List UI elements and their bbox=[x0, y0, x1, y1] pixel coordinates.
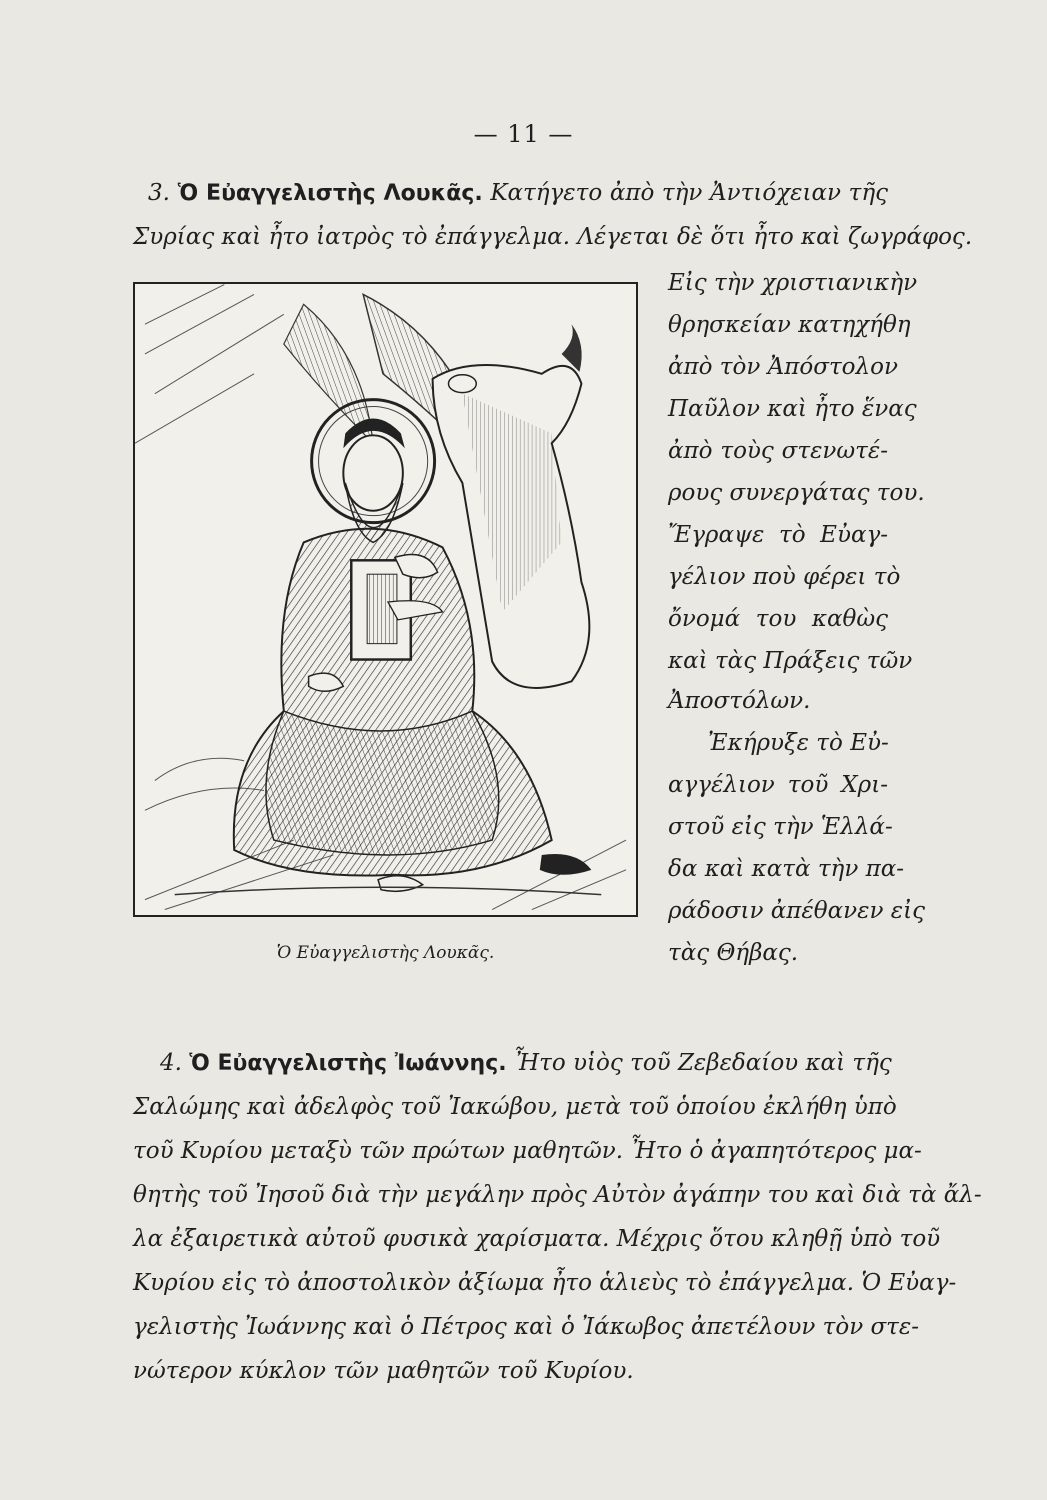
section4-line: Κυρίου εἰς τὸ ἀποστολικὸν ἀξίωμα ἦτο ἁλιεὺς τὸ ἐπάγγελμα. Ὁ Εὐαγ- bbox=[133, 1270, 957, 1296]
section3-lead-text: Κατήγετο ἀπὸ τὴν Ἀντιόχειαν τῆς bbox=[490, 180, 889, 206]
side-column-line: καὶ τὰς Πράξεις τῶν bbox=[668, 648, 913, 674]
side-column-line: Ἔγραψε τὸ Εὐαγ- bbox=[668, 522, 888, 548]
section4-heading: Ὁ Εὐαγγελιστὴς Ἰωάννης. bbox=[189, 1051, 507, 1076]
section3-heading: Ὁ Εὐαγγελιστὴς Λουκᾶς. bbox=[177, 181, 483, 206]
section4-line: λα ἐξαιρετικὰ αὐτοῦ φυσικὰ χαρίσματα. Μέχρις ὅτου κληθῇ ὑπὸ τοῦ bbox=[133, 1226, 941, 1252]
section4-line: Σαλώμης καὶ ἀδελφὸς τοῦ Ἰακώβου, μετὰ τοῦ ὁποίου ἐκλήθη ὑπὸ bbox=[133, 1094, 897, 1120]
side-column-line: Ἐκήρυξε τὸ Εὐ- bbox=[708, 730, 889, 756]
side-column-line: Ἀποστόλων. bbox=[668, 688, 811, 714]
side-column-line: ὄνομά του καθὼς bbox=[668, 606, 888, 632]
luke-engraving-icon bbox=[135, 284, 636, 915]
side-column-line: Εἰς τὴν χριστιανικὴν bbox=[668, 270, 918, 296]
side-column-line: ἀπὸ τὸν Ἀπόστολον bbox=[668, 354, 898, 380]
section3-lead-line bbox=[148, 178, 888, 209]
section4-line: θητὴς τοῦ Ἰησοῦ διὰ τὴν μεγάλην πρὸς Αὐτὸν ἀγάπην του καὶ διὰ τὰ ἄλ- bbox=[133, 1182, 982, 1208]
figure-caption: Ὁ Εὐαγγελιστὴς Λουκᾶς. bbox=[276, 943, 495, 963]
section4-number: 4. bbox=[160, 1050, 182, 1076]
side-column-line: αγγέλιον τοῦ Χρι- bbox=[668, 772, 888, 798]
side-column-line: ἀπὸ τοὺς στενωτέ- bbox=[668, 438, 888, 464]
section3-line-2: Συρίας καὶ ἦτο ἰατρὸς τὸ ἐπάγγελμα. Λέγεται δὲ ὅτι ἦτο καὶ ζωγράφος. bbox=[133, 224, 973, 250]
section4-lead-line bbox=[160, 1048, 892, 1079]
side-column-line: δα καὶ κατὰ τὴν πα- bbox=[668, 856, 905, 882]
side-column-line: Παῦλον καὶ ἦτο ἕνας bbox=[668, 396, 917, 422]
side-column-line: ρους συνεργάτας του. bbox=[668, 480, 925, 506]
side-column-line: τὰς Θήβας. bbox=[668, 940, 799, 966]
section4-line: τοῦ Κυρίου μεταξὺ τῶν πρώτων μαθητῶν. Ἦτο ὁ ἀγαπητότερος μα- bbox=[133, 1138, 922, 1164]
section4-lead-text: Ἦτο υἱὸς τοῦ Ζεβεδαίου καὶ τῆς bbox=[513, 1050, 892, 1076]
side-column-line: γέλιον ποὺ φέρει τὸ bbox=[668, 564, 901, 590]
evangelist-luke-illustration bbox=[133, 282, 638, 917]
section3-number: 3. bbox=[148, 180, 170, 206]
side-column-line: θρησκείαν κατηχήθη bbox=[668, 312, 911, 338]
side-column-line: ράδοσιν ἀπέθανεν εἰς bbox=[668, 898, 925, 924]
section4-line: νώτερον κύκλον τῶν μαθητῶν τοῦ Κυρίου. bbox=[133, 1358, 634, 1384]
side-column-line: στοῦ εἰς τὴν Ἑλλά- bbox=[668, 814, 893, 840]
section4-line: γελιστὴς Ἰωάννης καὶ ὁ Πέτρος καὶ ὁ Ἰάκωβος ἀπετέλουν τὸν στε- bbox=[133, 1314, 920, 1340]
page-number: — 11 — bbox=[473, 120, 574, 148]
